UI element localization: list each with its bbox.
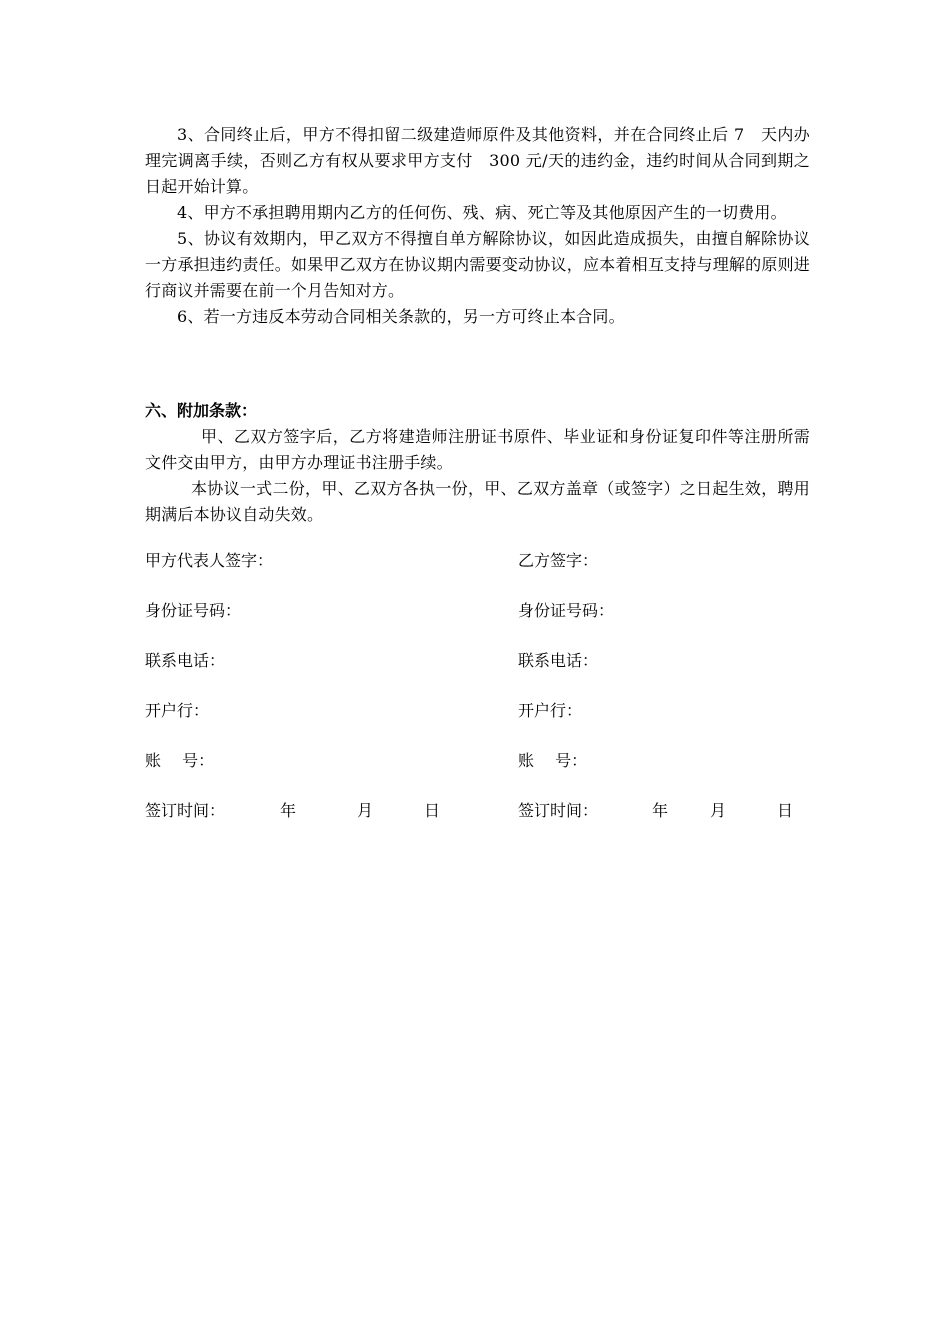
clause-3: 3、合同终止后，甲方不得扣留二级建造师原件及其他资料，并在合同终止后 7 天内办理完调离手续，否则乙方有权从要求甲方支付 300 元/天的违约金，违约时间从合同到期之日起开始计算。: [145, 125, 810, 196]
section-six-body: [145, 424, 810, 528]
clause-5: 5、协议有效期内，甲乙双方不得擅自单方解除协议，如因此造成损失，由擅自解除协议一方承担违约责任。如果甲乙双方在协议期内需要变动协议，应本着相互支持与理解的原则进行商议并需要在前一个月告知对方。: [145, 229, 810, 300]
clause-6: 6、若一方违反本劳动合同相关条款的，另一方可终止本合同。: [177, 307, 625, 326]
party-b-month-label: 月: [710, 801, 727, 820]
addendum-paragraph-2: 本协议一式二份，甲、乙双方各执一份，甲、乙双方盖章（或签字）之日起生效，聘用期满后本协议自动失效。: [145, 479, 810, 524]
addendum-paragraph-1: 甲、乙双方签字后，乙方将建造师注册证书原件、毕业证和身份证复印件等注册所需文件交由甲方，由甲方办理证书注册手续。: [145, 427, 810, 472]
party-b-phone-label: 联系电话：: [518, 651, 599, 670]
party-b-date-label: 签订时间：: [518, 801, 599, 820]
party-a-account-label: 账 号：: [145, 751, 215, 770]
party-b-date-row: [518, 798, 818, 848]
party-a-phone-label: 联系电话：: [145, 651, 226, 670]
party-b-signature-block: [518, 548, 818, 848]
party-a-year-label: 年: [280, 801, 297, 820]
clause-4: 4、甲方不承担聘用期内乙方的任何伤、残、病、死亡等及其他原因产生的一切费用。: [177, 203, 787, 222]
section-six-title: 六、附加条款：: [145, 401, 258, 420]
party-a-signature-block: [145, 548, 475, 848]
party-b-account-label: 账 号：: [518, 751, 588, 770]
party-b-year-label: 年: [652, 801, 669, 820]
party-b-id-label: 身份证号码：: [518, 601, 615, 620]
contract-clauses: [145, 122, 810, 330]
party-a-signer-label: 甲方代表人签字：: [145, 551, 274, 570]
party-a-month-label: 月: [357, 801, 374, 820]
party-b-day-label: 日: [777, 801, 794, 820]
party-b-signer-label: 乙方签字：: [518, 551, 599, 570]
party-a-bank-label: 开户行：: [145, 701, 210, 720]
party-a-date-row: [145, 798, 475, 848]
party-b-bank-label: 开户行：: [518, 701, 583, 720]
party-a-day-label: 日: [424, 801, 441, 820]
party-a-id-label: 身份证号码：: [145, 601, 242, 620]
party-a-date-label: 签订时间：: [145, 801, 226, 820]
